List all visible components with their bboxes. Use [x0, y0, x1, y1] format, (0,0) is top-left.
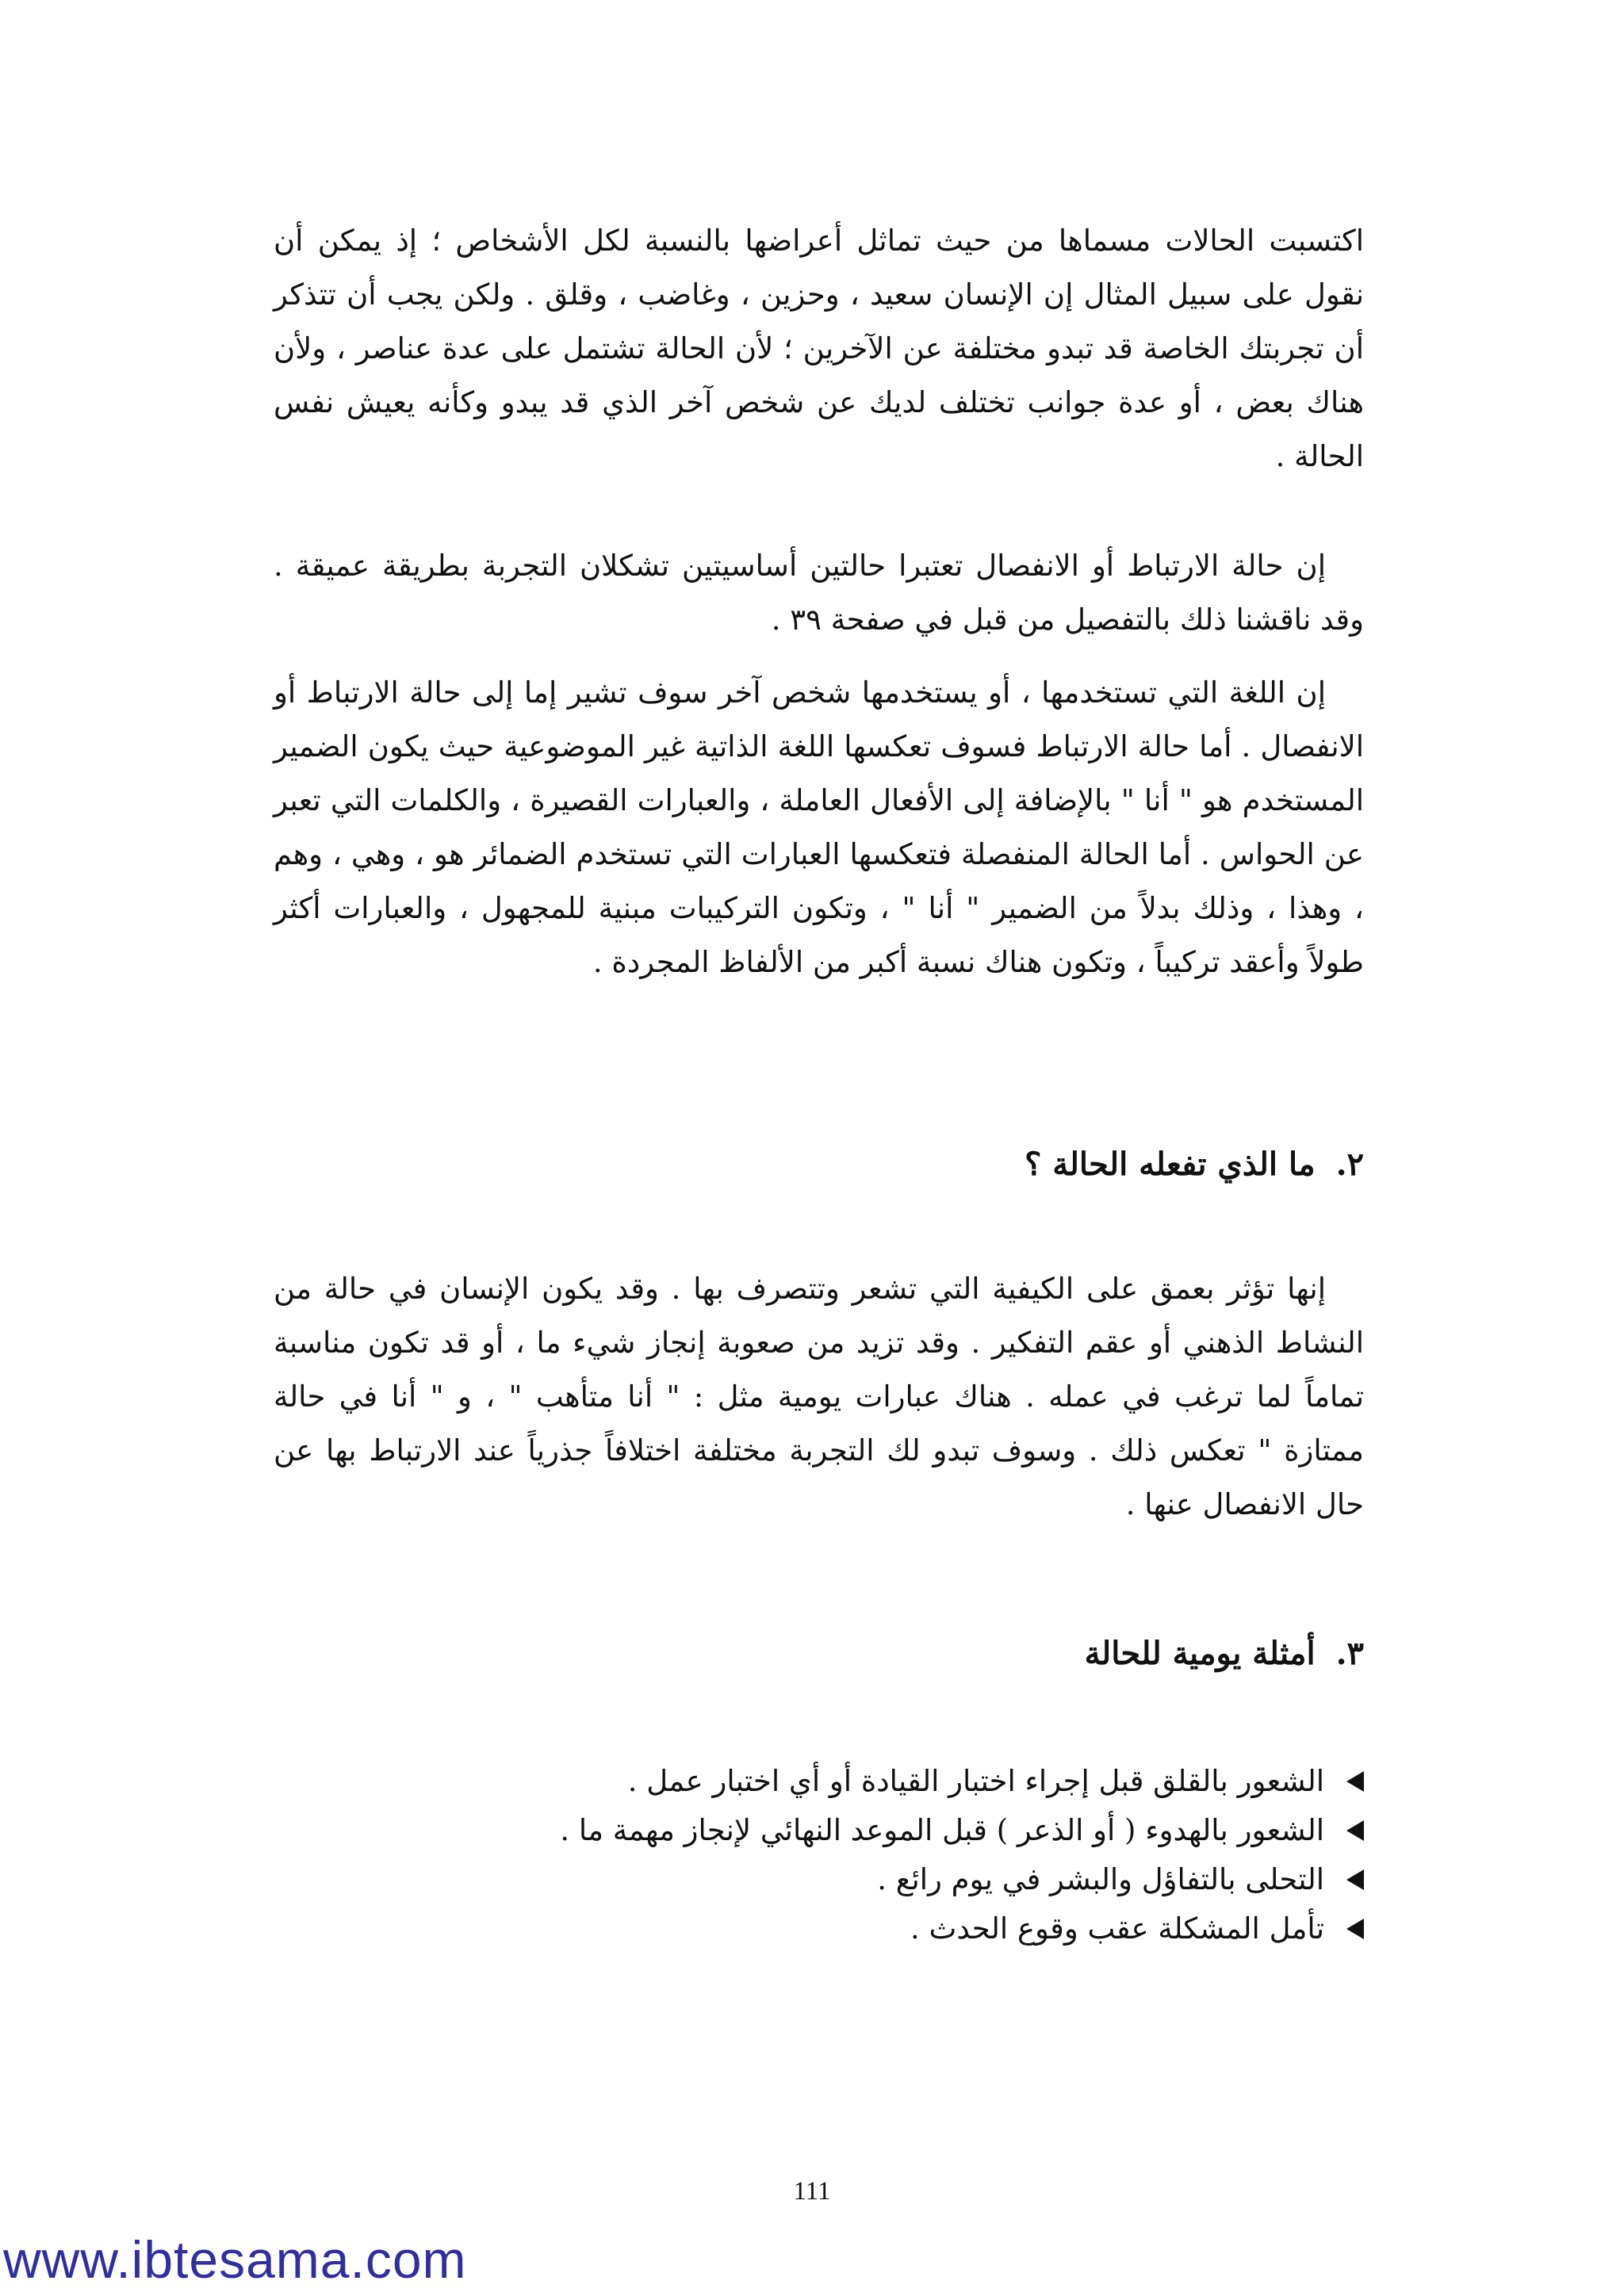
paragraph-association-dissociation: إن حالة الارتباط أو الانفصال تعتبرا حالتين أساسيتين تشكلان التجربة بطريقة عميقة . وقد ناقشنا ذلك بالتفصيل من قبل في صفحة ٣٩ . — [274, 549, 1364, 637]
list-item-text: الشعور بالهدوء ( أو الذعر ) قبل الموعد النهائي لإنجاز مهمة ما . — [560, 1813, 1324, 1847]
paragraph-state-effects: إنها تؤثر بعمق على الكيفية التي تشعر وتتصرف بها . وقد يكون الإنسان في حالة من النشاط الذهني أو عقم التفكير . وقد تزيد من صعوبة إنجاز شيء ما ، أو قد تكون مناسبة تماماً لما ترغب في عمله . هناك عبارات يومية مثل : " أنا متأهب " ، و " أنا في حالة ممتازة " تعكس ذلك . وسوف تبدو لك التجربة مختلفة اختلافاً جذرياً عند الارتباط بها عن حال الانفصال عنها . — [274, 1272, 1364, 1521]
examples-list — [333, 1757, 1364, 1954]
paragraph-state-naming: اكتسبت الحالات مسماها من حيث تماثل أعراضها بالنسبة لكل الأشخاص ؛ إذ يمكن أن نقول على سبيل المثال إن الإنسان سعيد ، وحزين ، وغاضب ، وقلق . ولكن يجب أن تتذكر أن تجربتك الخاصة قد تبدو مختلفة عن الآخرين ؛ لأن الحالة تشتمل على عدة عناصر ، ولأن هناك بعض ، أو عدة جوانب تختلف لديك عن شخص آخر الذي قد يبدو وكأنه يعيش نفس الحالة . — [274, 224, 1364, 473]
section-heading-daily-examples — [1085, 1635, 1364, 1672]
list-item — [333, 1806, 1364, 1855]
watermark-url: www.ibtesama.com — [3, 2230, 467, 2289]
section-number: ٣. — [1335, 1635, 1364, 1672]
section-title: ما الذي تفعله الحالة ؟ — [1025, 1146, 1316, 1183]
list-item-text: الشعور بالقلق قبل إجراء اختبار القيادة أو أي اختبار عمل . — [627, 1764, 1324, 1798]
list-item — [333, 1855, 1364, 1904]
list-item — [333, 1904, 1364, 1954]
paragraph-language-of-state: إن اللغة التي تستخدمها ، أو يستخدمها شخص آخر سوف تشير إما إلى حالة الارتباط أو الانفصال . أما حالة الارتباط فسوف تعكسها اللغة الذاتية غير الموضوعية حيث يكون الضمير المستخدم هو " أنا " بالإضافة إلى الأفعال العاملة ، والعبارات القصيرة ، والكلمات التي تعبر عن الحواس . أما الحالة المنفصلة فتعكسها العبارات التي تستخدم الضمائر هو ، وهي ، وهم ، وهذا ، وذلك بدلاً من الضمير " أنا " ، وتكون التركيبات مبنية للمجهول ، والعبارات أكثر طولاً وأعقد تركيباً ، وتكون هناك نسبة أكبر من الألفاظ المجردة . — [274, 675, 1364, 979]
section-number: ٢. — [1335, 1146, 1364, 1183]
page-number: 111 — [793, 2177, 831, 2206]
triangle-bullet-icon — [1346, 1820, 1364, 1841]
section-heading-what-state-does — [1025, 1146, 1364, 1183]
triangle-bullet-icon — [1346, 1771, 1364, 1792]
section-title: أمثلة يومية للحالة — [1084, 1635, 1316, 1672]
list-item-text: التحلى بالتفاؤل والبشر في يوم رائع . — [877, 1862, 1324, 1896]
triangle-bullet-icon — [1346, 1919, 1364, 1939]
triangle-bullet-icon — [1346, 1869, 1364, 1890]
list-item — [333, 1757, 1364, 1806]
list-item-text: تأمل المشكلة عقب وقوع الحدث . — [910, 1911, 1324, 1946]
